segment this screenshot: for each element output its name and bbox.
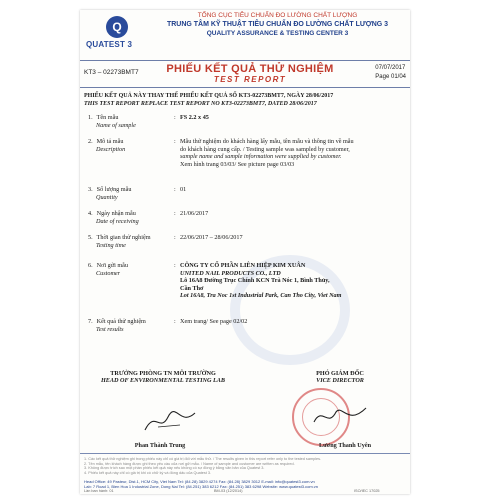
field-value-line: 21/06/2017 [180,210,209,217]
field-number: 7. [88,318,93,325]
right-signature-icon [310,402,370,432]
field-value-line: Lot 16A8, Tra Noc 1st Industrial Park, Can Tho City, Viet Nam [180,292,342,299]
field-label-en: Description [96,145,126,153]
org-parent-name: TỔNG CỤC TIÊU CHUẨN ĐO LƯỜNG CHẤT LƯỢNG [197,12,358,19]
field-label [88,186,168,201]
report-date-page [375,64,406,82]
field-label [88,138,168,153]
field-label-vn: Số lượng mẫu [96,186,132,193]
field-value-line: UNITED NAIL PRODUCTS CO., LTD [180,269,281,277]
report-title-en: TEST REPORT [213,75,287,84]
footer-notes [84,457,406,475]
field-label [88,114,168,129]
field-value [180,210,400,218]
field-label-vn: Mô tả mẫu [96,138,124,145]
field-value [180,262,400,300]
field-value [180,234,400,242]
field-value-line: Cần Thơ [180,284,204,292]
field-number: 3. [88,186,93,193]
org-name-en: QUALITY ASSURANCE & TESTING CENTER 3 [206,30,349,37]
right-signer-title-en: VICE DIRECTOR [316,377,364,384]
left-signature-icon [140,405,200,435]
left-signer-name: Phan Thành Trung [134,442,186,449]
form-code: BM-03 (12/2014) [214,489,243,493]
left-signer-title-vn: TRƯỞNG PHÒNG TN MÔI TRƯỜNG [110,370,216,377]
left-signer-title-en: HEAD OF ENVIRONMENTAL TESTING LAB [100,377,226,384]
replacement-notice-en: THIS TEST REPORT REPLACE TEST REPORT NO KT3-02273BMT7, DATED 28/06/2017 [84,101,317,107]
right-signer-title-vn: PHÓ GIÁM ĐỐC [316,370,364,377]
field-label-vn: Nơi gửi mẫu [96,262,129,269]
field-value [180,114,400,122]
form-standard: ISO/IEC 17025 [354,489,380,493]
replacement-notice [84,92,406,108]
field-label-en: Name of sample [96,121,136,129]
org-name-vn: TRUNG TÂM KỸ THUẬT TIÊU CHUẨN ĐO LƯỜNG CHẤT LƯỢNG 3 [166,21,389,28]
field-label-en: Quantity [96,193,118,201]
field-label [88,210,168,225]
field-number: 1. [88,114,93,121]
footer-note: 4. Phiếu kết quả này chỉ có giá trị khi có chữ ký và đóng dấu của Quatest 3. [84,470,212,475]
field-label-en: Test results [96,325,124,333]
field-label-en: Testing time [96,241,126,249]
report-title [160,63,340,84]
test-report-page [80,10,410,494]
footer-addresses [84,479,406,489]
field-value-line: Lô 16A8 Đường Trục Chính KCN Trà Nóc 1, Bình Thủy, [180,277,330,284]
field-colon: : [174,318,176,325]
field-label-en: Date of receiving [96,217,139,225]
field-value-line: Xem trang/ See page 02/02 [180,318,248,325]
field-value [180,318,400,326]
report-title-vn: PHIẾU KẾT QUẢ THỬ NGHIỆM [166,63,334,75]
footer-note: 3. Không được trích sao một phần phiếu kết quả này nếu không có sự đồng ý bằng văn bản của Quatest 3. [84,466,265,471]
field-value [180,138,400,168]
logo-emblem-icon: Q [106,16,128,38]
field-value-line: CÔNG TY CỔ PHẦN LIÊN HIỆP KIM XUÂN [180,262,306,269]
field-number: 4. [88,210,93,217]
field-colon: : [174,262,176,269]
field-label [88,318,168,333]
field-value-line: FS 2.2 x 45 [180,114,209,121]
field-label [88,262,168,277]
field-value-line: Mẫu thử nghiệm do khách hàng lấy mẫu, tên mẫu và thông tin về mẫu [180,138,354,145]
field-colon: : [174,186,176,193]
page-number: Page 01/04 [375,74,406,80]
field-value-line: sample name and sample information were supplied by customer. [180,153,342,160]
form-issue: Lần ban hành: 01 [84,489,114,493]
field-colon: : [174,210,176,217]
report-header [80,10,410,58]
field-number: 5. [88,234,93,241]
field-label-vn: Thời gian thử nghiệm [96,234,151,241]
footer-note: 1. Các kết quả thử nghiệm ghi trong phiếu này chỉ có giá trị đối với mẫu thử. / The results given in this report refer only to the tested samples. [84,457,322,461]
field-colon: : [174,138,176,145]
field-label-vn: Kết quả thử nghiệm [96,318,146,325]
quatest-logo [86,16,146,54]
field-label-vn: Ngày nhận mẫu [96,210,136,217]
signature-block-right [280,370,400,384]
field-number: 2. [88,138,93,145]
report-date: 07/07/2017 [375,65,406,71]
right-signer-name: Lương Thanh Uyên [318,442,372,449]
logo-text: QUATEST 3 [86,40,133,49]
field-value-line: 01 [180,186,187,193]
footer-note: 2. Tên mẫu, tên khách hàng được ghi theo yêu cầu của nơi gửi mẫu. / Name of sample and customer are written as required. [84,461,295,466]
field-label [88,234,168,249]
title-bar [80,60,410,88]
report-number: KT3 – 02273BMT7 [84,69,139,76]
field-value-line: 22/06/2017 – 28/06/2017 [180,234,243,241]
field-colon: : [174,114,176,121]
field-colon: : [174,234,176,241]
field-value [180,186,400,194]
report-footer [80,453,410,494]
head-office-address: Head Office: 49 Pasteur, Dist.1, HCM City, Viet Nam Tel: (84.28) 3829 4274 Fax: (84.28) 3829 3012 E-mail: info@quatest3.com.vn [84,479,315,484]
field-label-en: Customer [96,269,121,277]
field-value-line: Xem hình trang 03/03/ See picture page 03/03 [180,160,295,168]
lab-address: Lab: 7 Road 1, Bien Hoa 1 Industrial Zone, Dong Nai Tel: (84.251) 383 6212 Fax: (84.251) 383 6298 Website: www.quatest3.com.vn [84,484,318,489]
signature-block-left [88,370,238,384]
field-value-line: do khách hàng cung cấp. / Testing sample was sampled by customer, [180,145,350,153]
replacement-notice-vn: PHIẾU KẾT QUẢ NÀY THAY THẾ PHIẾU KẾT QUẢ SỐ KT3-02273BMT7, NGÀY 28/06/2017 [84,93,334,99]
field-label-vn: Tên mẫu [96,114,119,121]
field-number: 6. [88,262,93,269]
organization-names [150,12,405,37]
